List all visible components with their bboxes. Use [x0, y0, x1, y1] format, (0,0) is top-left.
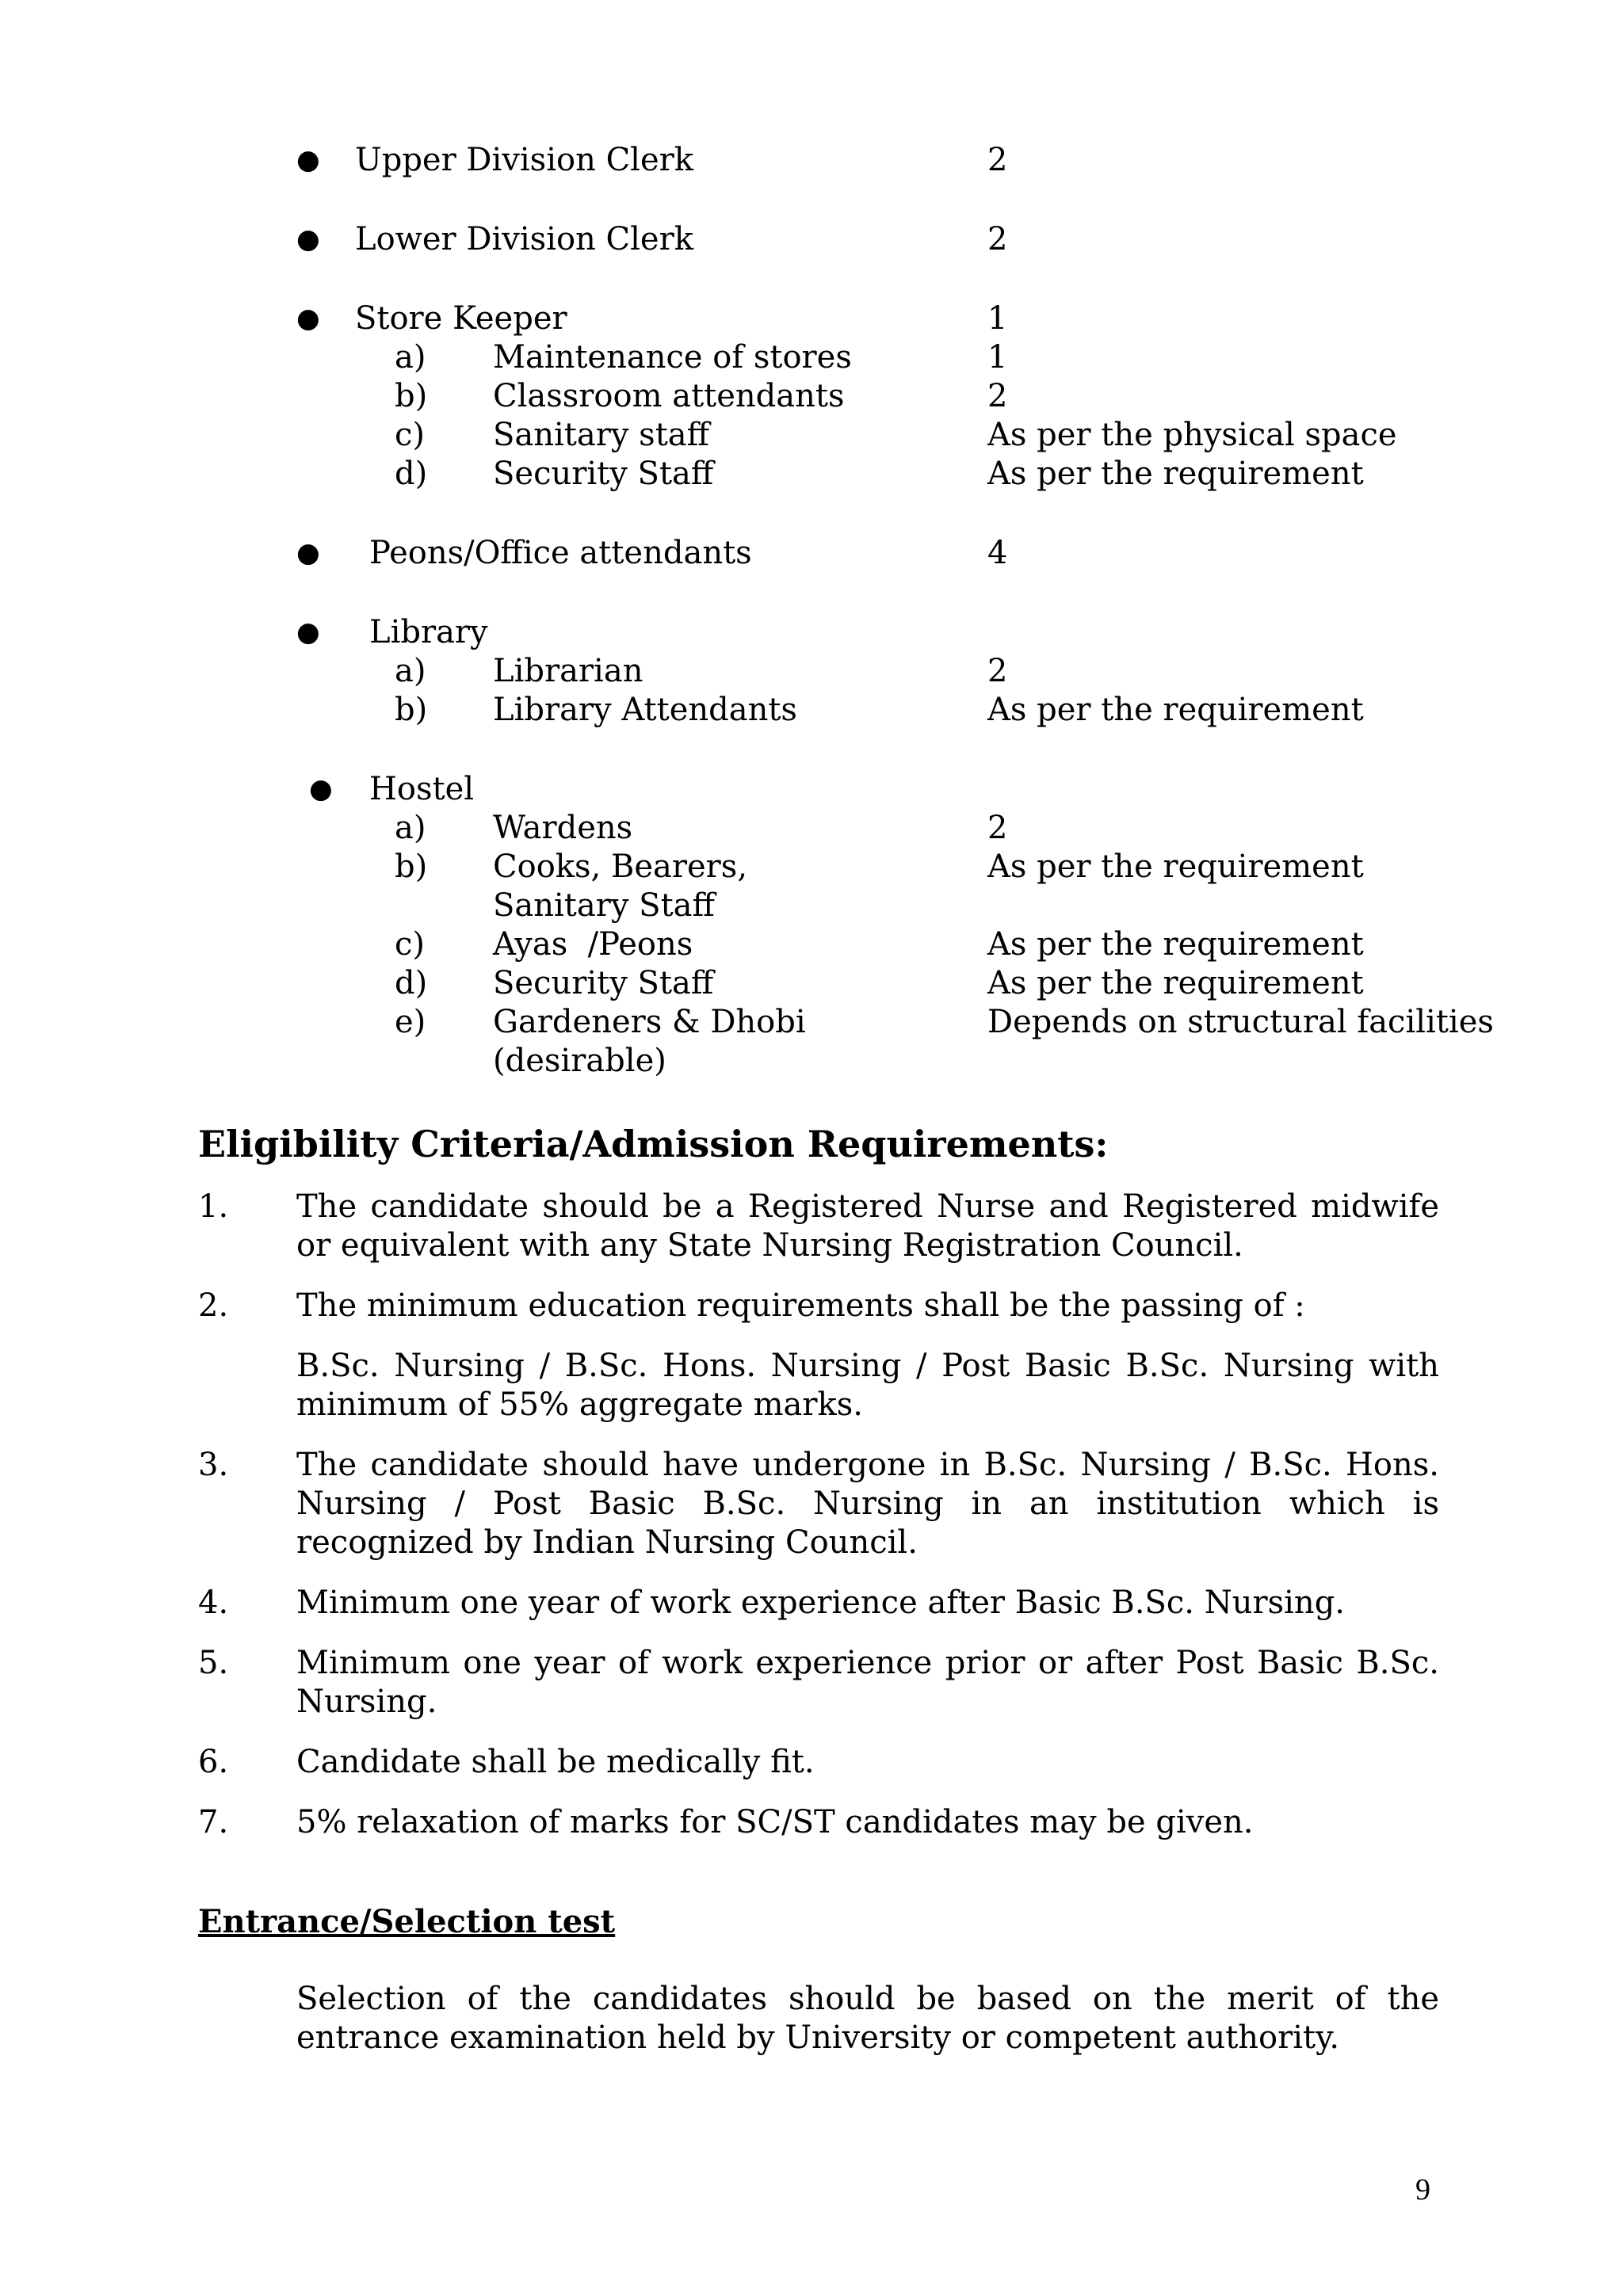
sub-item-letter: a) — [395, 339, 426, 376]
staff-store-keeper-label: Store Keeper — [355, 300, 567, 337]
sub-item-count: 2 — [987, 653, 1008, 689]
criteria-number: 1. — [198, 1188, 229, 1225]
eligibility-heading: Eligibility Criteria/Admission Requirements: — [198, 1123, 1109, 1165]
criteria-text-continued: B.Sc. Nursing / B.Sc. Hons. Nursing / Post Basic B.Sc. Nursing with minimum of 55% aggregate marks. — [296, 1348, 1439, 1423]
staff-hostel-label: Hostel — [369, 771, 475, 807]
criteria-text: 5% relaxation of marks for SC/ST candidates may be given. — [296, 1804, 1254, 1840]
page-number: 9 — [1415, 2173, 1430, 2206]
criteria-text: Minimum one year of work experience prior or after Post Basic B.Sc. Nursing. — [296, 1645, 1439, 1720]
sub-item-letter: a) — [395, 810, 426, 846]
criteria-text: The candidate should have undergone in B.Sc. Nursing / B.Sc. Hons. Nursing / Post Basic B.Sc. Nursing in an institution which is recognized by Indian Nursing Council. — [296, 1447, 1439, 1561]
sub-item-label: Security Staff — [493, 456, 714, 492]
sub-item-label: Sanitary staff — [493, 417, 710, 453]
entrance-heading: Entrance/Selection test — [198, 1903, 616, 1940]
criteria-number: 6. — [198, 1744, 229, 1780]
criteria-text: Minimum one year of work experience after Basic B.Sc. Nursing. — [296, 1585, 1346, 1621]
bullet-icon: ● — [309, 773, 333, 805]
staff-library-label: Library — [369, 614, 488, 650]
sub-item-label-continued: Sanitary Staff — [493, 887, 715, 924]
sub-item-count: 1 — [987, 339, 1008, 376]
staff-peons-label: Peons/Office attendants — [369, 535, 752, 571]
sub-item-count: As per the requirement — [987, 456, 1364, 492]
sub-item-letter: b) — [395, 378, 428, 414]
sub-item-letter: b) — [395, 849, 428, 885]
criteria-number: 3. — [198, 1447, 229, 1483]
sub-item-letter: e) — [395, 1004, 426, 1040]
sub-item-label: Maintenance of stores — [493, 339, 852, 376]
staff-udc-count: 2 — [987, 142, 1008, 178]
criteria-text: Candidate shall be medically fit. — [296, 1744, 815, 1780]
sub-item-letter: c) — [395, 417, 426, 453]
staff-store-keeper-count: 1 — [987, 300, 1008, 337]
sub-item-count: 2 — [987, 810, 1008, 846]
staff-peons-count: 4 — [987, 535, 1008, 571]
sub-item-letter: c) — [395, 926, 426, 963]
sub-item-letter: d) — [395, 965, 428, 1001]
criteria-number: 7. — [198, 1804, 229, 1840]
staff-ldc-count: 2 — [987, 221, 1008, 257]
sub-item-count: As per the requirement — [987, 692, 1364, 728]
sub-item-label: Wardens — [493, 810, 633, 846]
criteria-number: 2. — [198, 1287, 229, 1324]
sub-item-label: Librarian — [493, 653, 643, 689]
sub-item-label: Security Staff — [493, 965, 714, 1001]
sub-item-label: Classroom attendants — [493, 378, 845, 414]
criteria-number: 4. — [198, 1585, 229, 1621]
sub-item-label: Cooks, Bearers, — [493, 849, 748, 885]
sub-item-count: Depends on structural facilities — [987, 1004, 1494, 1040]
sub-item-letter: a) — [395, 653, 426, 689]
sub-item-count: As per the requirement — [987, 965, 1364, 1001]
bullet-icon: ● — [296, 537, 320, 569]
staff-udc-label: Upper Division Clerk — [355, 142, 693, 178]
bullet-icon: ● — [296, 144, 320, 176]
sub-item-letter: b) — [395, 692, 428, 728]
bullet-icon: ● — [296, 303, 320, 334]
sub-item-count: 2 — [987, 378, 1008, 414]
bullet-icon: ● — [296, 616, 320, 648]
sub-item-label: Ayas /Peons — [493, 926, 693, 963]
criteria-text: The candidate should be a Registered Nurse and Registered midwife or equivalent with any State Nursing Registration Council. — [296, 1188, 1439, 1264]
sub-item-label: Library Attendants — [493, 692, 797, 728]
entrance-text: Selection of the candidates should be based on the merit of the entrance examination held by University or competent authority. — [296, 1981, 1439, 2056]
staff-ldc-label: Lower Division Clerk — [355, 221, 693, 257]
sub-item-count: As per the requirement — [987, 849, 1364, 885]
sub-item-count: As per the physical space — [987, 417, 1397, 453]
sub-item-label-continued: (desirable) — [493, 1043, 666, 1079]
criteria-number: 5. — [198, 1645, 229, 1681]
sub-item-label: Gardeners & Dhobi — [493, 1004, 806, 1040]
sub-item-letter: d) — [395, 456, 428, 492]
sub-item-count: As per the requirement — [987, 926, 1364, 963]
bullet-icon: ● — [296, 223, 320, 255]
criteria-text: The minimum education requirements shall be the passing of : — [296, 1287, 1305, 1324]
